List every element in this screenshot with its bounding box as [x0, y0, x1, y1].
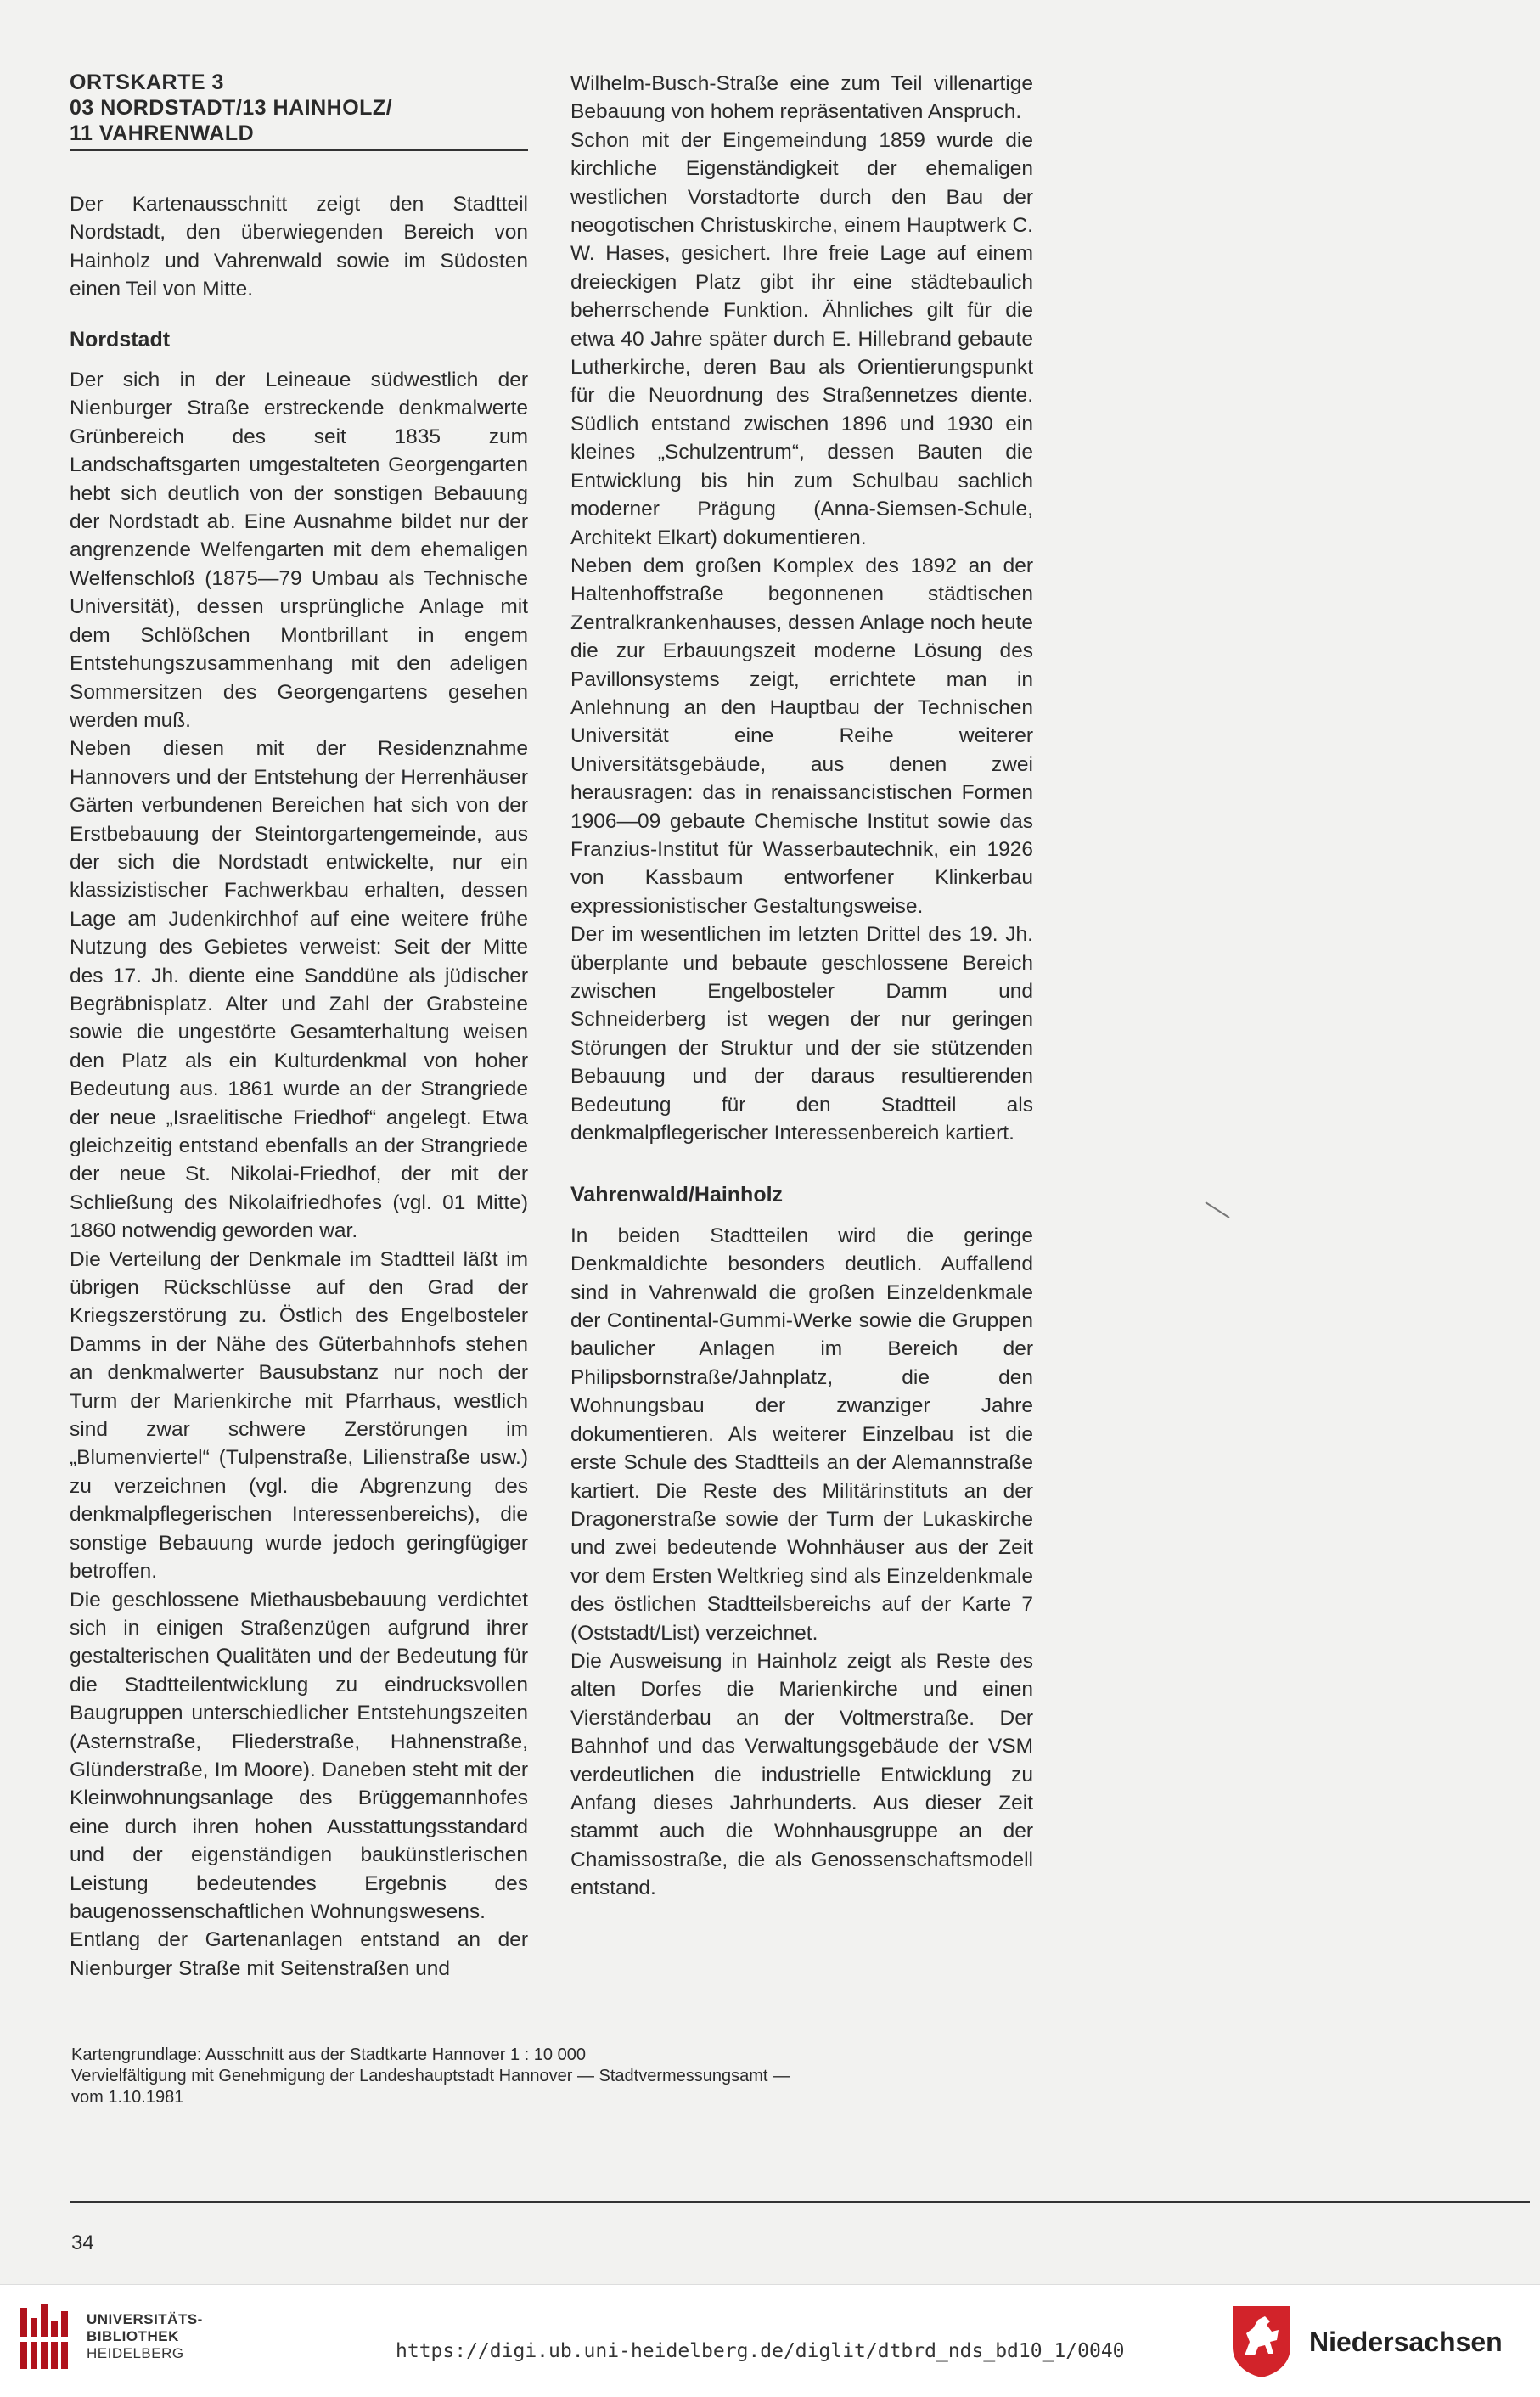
- library-line-2: BIBLIOTHEK: [87, 2328, 179, 2344]
- footnote-line-3: vom 1.10.1981: [71, 2088, 184, 2107]
- body-paragraph: Der sich in der Leineaue südwestlich der Nienburger Straße erstreckende denkmalwerte Grünbereich des seit 1835 zum Landschaftsgarten umgestalteten Georgengarten hebt sich deutlich von der sonstigen Bebauung der Nordstadt ab. Eine Ausnahme bildet nur der angrenzende Welfengarten mit dem ehemaligen Welfenschloß (1875—79 Umbau als Technische Universität), dessen ursprüngliche Anlage mit dem Schlößchen Montbrillant in engem Entstehungszusammenhang mit den adeligen Sommersitzen des Georgengartens gesehen werden muß.: [70, 369, 528, 732]
- title-line-2: 03 NORDSTADT/13 HAINHOLZ/: [70, 96, 393, 120]
- title-line-3: 11 VAHRENWALD: [70, 121, 255, 145]
- body-paragraph: Neben diesen mit der Residenznahme Hannovers und der Entstehung der Herrenhäuser Gärten verbundenen Bereichen hat sich von der Erstbebauung der Steintorgartengemeinde, aus der sich die Nordstadt entwickelte, nur ein klassizistischer Fachwerkbau erhalten, dessen Lage am Judenkirchhof auf eine weitere frühe Nutzung des Gebietes verweist: Seit der Mitte des 17. Jh. diente eine Sanddüne als jüdischer Begräbnisplatz. Alter und Zahl der Grabsteine sowie die ungestörte Gesamterhaltung weisen den Platz als ein Kulturdenkmal von hoher Bedeutung aus. 1861 wurde an der Strangriede der neue „Israelitische Friedhof“ angelegt. Etwa gleichzeitig entstand ebenfalls an der Strangriede der neue St. Nikolai-Friedhof, der mit der Schließung des Nikolaifriedhofes (vgl. 01 Mitte) 1860 notwendig geworden war.: [70, 737, 528, 1243]
- body-paragraph: Die geschlossene Miethausbebauung verdichtet sich in einigen Straßenzügen aufgrund ihrer gestalterischen Qualitäten und der Bedeutung für die Stadtteilentwicklung zu eindrucksvollen Baugruppen unterschiedlicher Entstehungszeiten (Asternstraße, Fliederstraße, Hahnenstraße, Glünderstraße, Im Moore). Daneben steht mit der Kleinwohnungsanlage des Brüggemannhofes eine durch ihren hohen Ausstattungsstandard und der eigenständigen baukünstlerischen Leistung bedeutendes Ergebnis des baugenossenschaftlichen Wohnungswesens.: [70, 1588, 528, 1923]
- ub-heidelberg-logo-icon[interactable]: [17, 2303, 78, 2374]
- right-column: [570, 70, 1033, 1903]
- library-line-3: HEIDELBERG: [87, 2345, 184, 2361]
- document-url-link[interactable]: https://digi.ub.uni-heidelberg.de/diglit/dtbrd_nds_bd10_1/0040: [396, 2340, 1125, 2362]
- title-line-1: ORTSKARTE 3: [70, 70, 224, 94]
- section-heading-vahrenwald-hainholz: Vahrenwald/Hainholz: [570, 1183, 784, 1207]
- article-title: [70, 70, 528, 151]
- footnote-line-2: Vervielfältigung mit Genehmigung der Landeshauptstadt Hannover — Stadtvermessungsamt —: [71, 2067, 790, 2085]
- ub-heidelberg-name[interactable]: [87, 2311, 203, 2362]
- body-paragraph: Wilhelm-Busch-Straße eine zum Teil villenartige Bebauung von hohem repräsentativen Anspruch.: [570, 72, 1033, 124]
- body-paragraph: Der im wesentlichen im letzten Drittel des 19. Jh. überplante und bebaute geschlossene Bereich zwischen Engelbosteler Damm und Schneiderberg ist wegen der nur geringen Störungen der Struktur und der sie stützenden Bebauung und der daraus resultierenden Bedeutung für den Stadtteil als denkmalpflegerischer Interessenbereich kartiert.: [570, 923, 1033, 1145]
- footnote-line-1: Kartengrundlage: Ausschnitt aus der Stadtkarte Hannover 1 : 10 000: [71, 2045, 586, 2064]
- margin-tick-mark: [1204, 1201, 1234, 1221]
- bottom-rule: [70, 2201, 1530, 2203]
- section-heading-nordstadt: Nordstadt: [70, 327, 171, 352]
- body-paragraph: In beiden Stadtteilen wird die geringe Denkmaldichte besonders deutlich. Auffallend sind in Vahrenwald die großen Einzeldenkmale der Continental-Gummi-Werke sowie die Gruppen baulicher Anlagen im Bereich der Philipsbornstraße/Jahnplatz, die den Wohnungsbau der zwanziger Jahre dokumentieren. Als weiterer Einzelbau ist die erste Schule des Stadtteils an der Alemannstraße kartiert. Die Reste des Militärinstituts an der Dragonerstraße sowie der Turm der Lukaskirche und zwei bedeutende Wohnhäuser aus der Zeit vor dem Ersten Weltkrieg sind als Einzeldenkmale des östlichen Stadtteilsbereichs auf der Karte 7 (Oststadt/List) verzeichnet.: [570, 1224, 1033, 1645]
- body-paragraph: Entlang der Gartenanlagen entstand an der Nienburger Straße mit Seitenstraßen und: [70, 1928, 528, 1980]
- body-paragraph: Die Ausweisung in Hainholz zeigt als Reste des alten Dorfes die Marienkirche und einen Vierständerbau an der Voltmerstraße. Der Bahnhof und das Verwaltungsgebäude der VSM verdeutlichen die industrielle Entwicklung zu Anfang dieses Jahrhunderts. Aus dieser Zeit stammt auch die Wohnhausgruppe an der Chamissostraße, die als Genossenschaftsmodell entstand.: [570, 1649, 1033, 1900]
- page-number: 34: [71, 2231, 94, 2254]
- map-source-note: [71, 2045, 1005, 2108]
- library-line-1: UNIVERSITÄTS-: [87, 2311, 203, 2327]
- body-paragraph: Die Verteilung der Denkmale im Stadtteil läßt im übrigen Rückschlüsse auf den Grad der Kriegszerstörung zu. Östlich des Engelbosteler Damms in der Nähe des Güterbahnhofs stehen an denkmalwerter Bausubstanz nur noch der Turm der Marienkirche mit Pfarrhaus, westlich sind zwar schwere Zerstörungen im „Blumenviertel“ (Tulpenstraße, Lilienstraße usw.) zu verzeichnen (vgl. die Abgrenzung des denkmalpflegerischen Interessenbereichs), die sonstige Bebauung wurde jedoch geringfügiger betroffen.: [70, 1247, 528, 1584]
- body-paragraph: Schon mit der Eingemeindung 1859 wurde die kirchliche Eigenständigkeit der ehemaligen westlichen Vorstadtorte durch den Bau der neogotischen Christuskirche, einem Hauptwerk C. W. Hases, gesichert. Ihre freie Lage auf einem dreieckigen Platz gibt ihr eine städtebaulich beherrschende Funktion. Ähnliches gilt für die etwa 40 Jahre später durch E. Hillebrand gebaute Lutherkirche, deren Bau als Orientierungspunkt für die Neuordnung des Straßennetzes diente. Südlich entstand zwischen 1896 und 1930 ein kleines „Schulzentrum“, dessen Bauten die Entwicklung bis hin zum Schulbau sachlich moderner Prägung (Anna-Siemsen-Schule, Architekt Elkart) dokumentieren.: [570, 128, 1033, 549]
- intro-paragraph: Der Kartenausschnitt zeigt den Stadtteil Nordstadt, den überwiegenden Bereich von Hainholz und Vahrenwald sowie im Südosten einen Teil von Mitte.: [70, 193, 528, 301]
- body-paragraph: Neben dem großen Komplex des 1892 an der Haltenhoffstraße begonnenen städtischen Zentralkrankenhauses, dessen Anlage noch heute die zur Erbauungszeit moderne Lösung des Pavillonsystems zeigt, errichtete man in Anlehnung an den Hauptbau der Technischen Universität eine Reihe weiterer Universitätsgebäude, aus denen zwei herausragen: das in renaissancistischen Formen 1906—09 gebaute Chemische Institut sowie das Franzius-Institut für Wasserbautechnik, ein 1926 von Kassbaum entworfener Klinkerbau expressionistischer Gestaltungsweise.: [570, 554, 1033, 918]
- left-column: [70, 70, 528, 1983]
- niedersachsen-label[interactable]: Niedersachsen: [1309, 2327, 1503, 2357]
- niedersachsen-horse-logo-icon[interactable]: [1228, 2303, 1296, 2379]
